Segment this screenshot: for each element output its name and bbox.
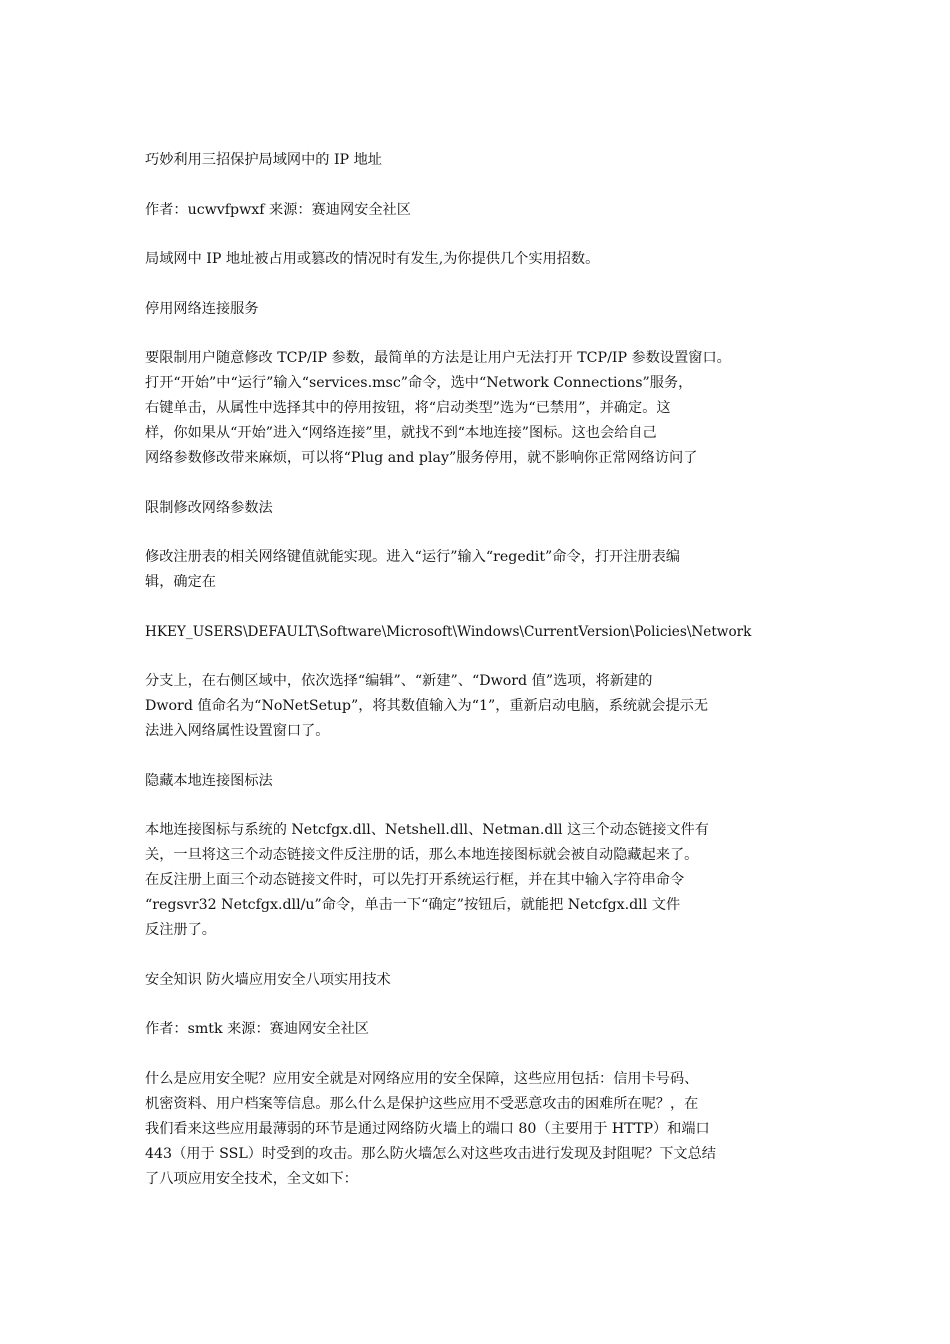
paragraph-line: 在反注册上面三个动态链接文件时，可以先打开系统运行框，并在其中输入字符串命令 bbox=[145, 872, 685, 888]
article-intro-text: 局域网中 IP 地址被占用或篡改的情况时有发生,为你提供几个实用招数。 bbox=[145, 251, 600, 267]
paragraph-line: 右键单击，从属性中选择其中的停用按钮，将“启动类型”选为“已禁用”，并确定。这 bbox=[145, 400, 671, 416]
paragraph-line: 了八项应用安全技术，全文如下： bbox=[145, 1170, 358, 1187]
article2-title-text: 安全知识 防火墙应用安全八项实用技术 bbox=[145, 971, 391, 988]
section1-heading-text: 停用网络连接服务 bbox=[145, 300, 259, 317]
paragraph-line: 什么是应用安全呢？应用安全就是对网络应用的安全保障，这些应用包括：信用卡号码、 bbox=[145, 1070, 699, 1087]
section-heading bbox=[145, 496, 825, 521]
paragraph-line: 修改注册表的相关网络键值就能实现。进入“运行”输入“regedit”命令，打开注册表编 bbox=[145, 549, 680, 565]
document-page bbox=[145, 148, 825, 1192]
section2-heading-text: 限制修改网络参数法 bbox=[145, 499, 273, 516]
section1-paragraph bbox=[145, 346, 825, 471]
article-title bbox=[145, 148, 825, 173]
paragraph-line: 网络参数修改带来麻烦，可以将“Plug and play”服务停用，就不影响你正常网络访问了 bbox=[145, 450, 698, 466]
paragraph-line: 机密资料、用户档案等信息。那么什么是保护这些应用不受恶意攻击的困难所在呢？，在 bbox=[145, 1095, 699, 1112]
article-title-text: 巧妙利用三招保护局域网中的 IP 地址 bbox=[145, 152, 382, 168]
registry-path bbox=[145, 620, 825, 645]
paragraph-line: 443（用于 SSL）时受到的攻击。那么防火墙怎么对这些攻击进行发现及封阻呢？下文总结 bbox=[145, 1145, 716, 1162]
article2-title bbox=[145, 968, 825, 993]
article-byline-text: 作者：ucwvfpwxf 来源：赛迪网安全社区 bbox=[145, 201, 411, 218]
section3-paragraph bbox=[145, 818, 825, 943]
section-heading bbox=[145, 297, 825, 322]
section3-heading-text: 隐藏本地连接图标法 bbox=[145, 772, 273, 789]
paragraph-line: 本地连接图标与系统的 Netcfgx.dll、Netshell.dll、Netman.dll 这三个动态链接文件有 bbox=[145, 822, 709, 838]
article2-intro bbox=[145, 1067, 825, 1192]
paragraph-line: “regsvr32 Netcfgx.dll/u”命令，单击一下“确定”按钮后，就能把 Netcfgx.dll 文件 bbox=[145, 897, 681, 913]
paragraph-line: 法进入网络属性设置窗口了。 bbox=[145, 723, 330, 739]
section2-paragraph bbox=[145, 545, 825, 595]
paragraph-line: 分支上，在右侧区域中，依次选择“编辑”、“新建”、“Dword 值”选项，将新建的 bbox=[145, 673, 653, 689]
section-heading bbox=[145, 769, 825, 794]
paragraph-line: 打开“开始”中“运行”输入“services.msc”命令，选中“Network Connections”服务， bbox=[145, 375, 693, 391]
section2b-paragraph bbox=[145, 669, 825, 744]
paragraph-line: 我们看来这些应用最薄弱的环节是通过网络防火墙上的端口 80（主要用于 HTTP）和端口 bbox=[145, 1120, 710, 1137]
paragraph-line: 辑，确定在 bbox=[145, 574, 216, 590]
article2-byline bbox=[145, 1017, 825, 1042]
article-byline bbox=[145, 198, 825, 223]
article2-byline-text: 作者：smtk 来源：赛迪网安全社区 bbox=[145, 1021, 369, 1037]
paragraph-line: 要限制用户随意修改 TCP/IP 参数，最简单的方法是让用户无法打开 TCP/IP 参数设置窗口。 bbox=[145, 350, 731, 366]
paragraph-line: 样，你如果从“开始”进入“网络连接”里，就找不到“本地连接”图标。这也会给自己 bbox=[145, 425, 657, 441]
registry-path-text: HKEY_USERS\DEFAULT\Software\Microsoft\Windows\CurrentVersion\Policies\Network bbox=[145, 623, 752, 640]
paragraph-line: Dword 值命名为“NoNetSetup”，将其数值输入为“1”，重新启动电脑，系统就会提示无 bbox=[145, 698, 709, 714]
article-intro bbox=[145, 247, 825, 272]
paragraph-line: 反注册了。 bbox=[145, 922, 216, 938]
paragraph-line: 关，一旦将这三个动态链接文件反注册的话，那么本地连接图标就会被自动隐藏起来了。 bbox=[145, 847, 699, 863]
